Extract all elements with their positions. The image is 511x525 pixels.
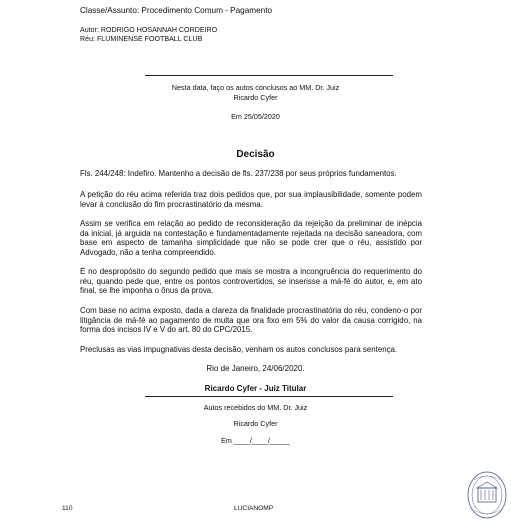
receipt-line: Autos recebidos do MM. Dr. Juiz (203, 403, 308, 412)
footer-user: LUCIANOMP (234, 505, 274, 512)
place-date: Rio de Janeiro, 24/06/2020. (206, 364, 305, 373)
conclusion-date: Em 25/05/2020 (231, 112, 280, 121)
decision-title: Decisão (236, 149, 275, 160)
decision-paragraph: Assim se verifica em relação ao pedido de reconsideração da rejeição da preliminar de inépcia da inicial, já arguida na contestação e fundamentadamente rejeitada na decisão saneadora, com base em aspecto de tamanha simplicidade que não se pode crer que o réu, assistido por Advogado, não a tenha compreendido. (80, 219, 422, 257)
top-divider (145, 75, 393, 76)
conclusion-judge: Ricardo Cyfer (233, 93, 278, 102)
decision-paragraph: Fls. 244/248: Indefiro. Mantenho a decisão de fls. 237/238 por seus próprios fundamentos. (80, 169, 397, 178)
page-number: 110 (62, 505, 73, 512)
judge-signature: Ricardo Cyfer - Juiz Titular (204, 384, 307, 393)
decision-paragraph: A petição do réu acima referida traz dois pedidos que, por sua implausibilidade, somente podem levar à conclusão do fim procrastinatório da mesma. (80, 190, 422, 209)
receipt-judge: Ricardo Cyfer (233, 419, 278, 428)
decision-paragraph: É no despropósito do segundo pedido que mais se mostra a incongruência do requerimento do réu, quando pede que, entre os pontos controvertidos, se inserisse a má-fé do autor, e, em ato final, se lhe imponha o ônus da prova. (80, 267, 422, 296)
bottom-divider (145, 396, 393, 397)
author-line: Autor: RODRIGO HOSANNAH CORDEIRO (80, 26, 218, 34)
court-seal-icon (466, 470, 508, 520)
decision-paragraph: Preclusas as vias impugnativas desta decisão, venham os autos conclusos para sentença. (80, 345, 398, 354)
conclusion-line: Nesta data, faço os autos conclusos ao MM. Dr. Juiz (171, 83, 340, 92)
class-subject: Classe/Assunto: Procedimento Comum - Pagamento (80, 6, 273, 15)
decision-paragraph: Com base no acima exposto, dada a clareza da finalidade procrastinatória do réu, condeno-o por litigância de má-fé ao pagamento de multa que ora fixo em 5% do valor da causa corrigido, na forma dos incisos IV e V do art. 80 do CPC/2015. (80, 306, 422, 335)
receipt-date: Em ____/____/_____ (221, 436, 290, 445)
defendant-line: Réu: FLUMINENSE FOOTBALL CLUB (80, 35, 203, 43)
